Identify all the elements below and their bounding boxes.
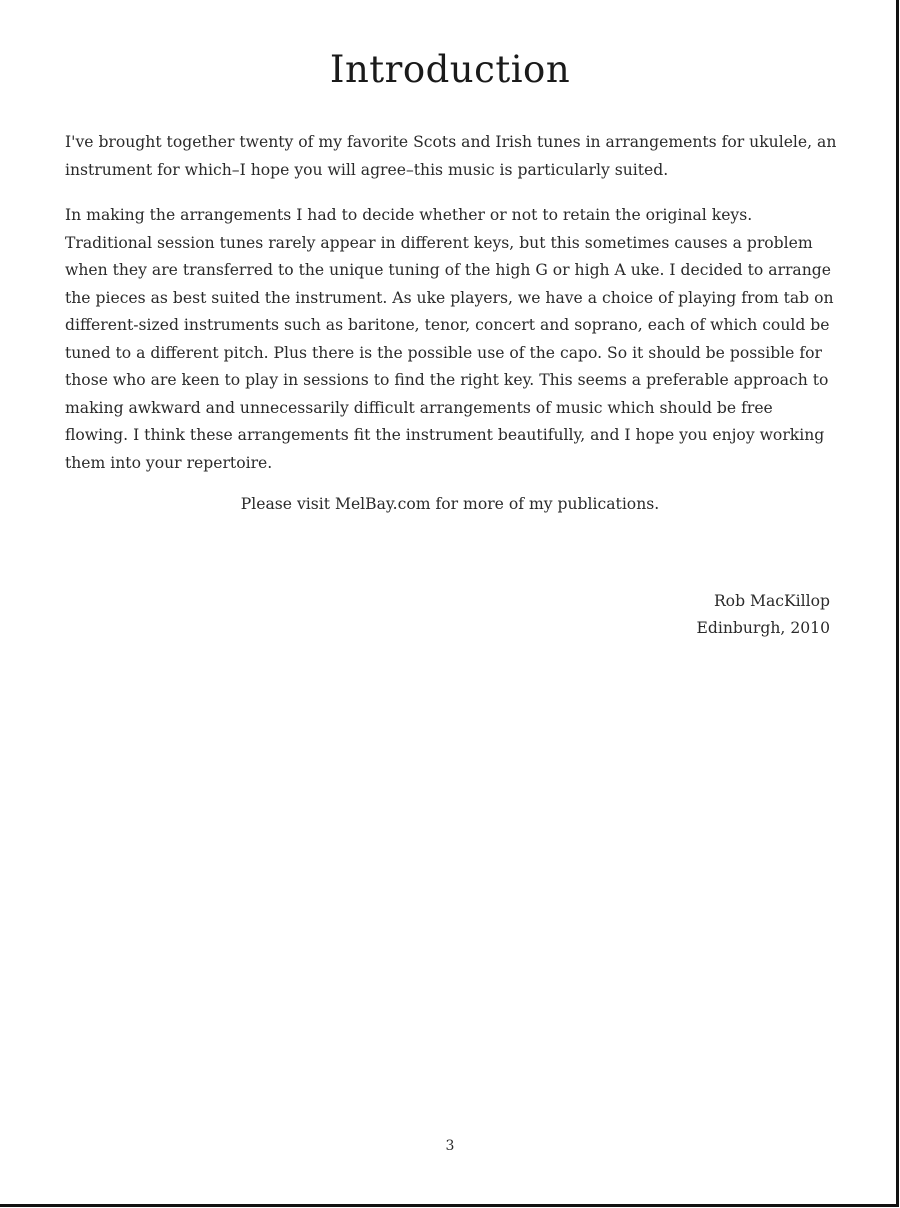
page-number: 3 [445,1138,455,1154]
author-signature-block [697,588,831,642]
page-title: Introduction [329,48,571,91]
intro-paragraph-1: I've brought together twenty of my favorite Scots and Irish tunes in arrangements for ukulele, an instrument for which–I hope you will agree–this music is particularly suited. [65,133,837,179]
author-name: Rob MacKillop [713,592,830,610]
author-place-date: Edinburgh, 2010 [696,619,830,637]
intro-paragraph-2: In making the arrangements I had to decide whether or not to retain the original keys. Traditional session tunes rarely appear in different keys, but this sometimes causes a problem when they are transferred to the unique tuning of the high G or high A uke. I decided to arrange the pieces as best suited the instrument. As uke players, we have a choice of playing from tab on different-sized instruments such as baritone, tenor, concert and soprano, each of which could be tuned to a different pitch. Plus there is the possible use of the capo. So it should be possible for those who are keen to play in sessions to find the right key. This seems a preferable approach to making awkward and unnecessarily difficult arrangements of music which should be free flowing. I think these arrangements fit the instrument beautifully, and I hope you enjoy working them into your repertoire. [65,206,834,472]
visit-website-line: Please visit MelBay.com for more of my publications. [240,495,660,513]
